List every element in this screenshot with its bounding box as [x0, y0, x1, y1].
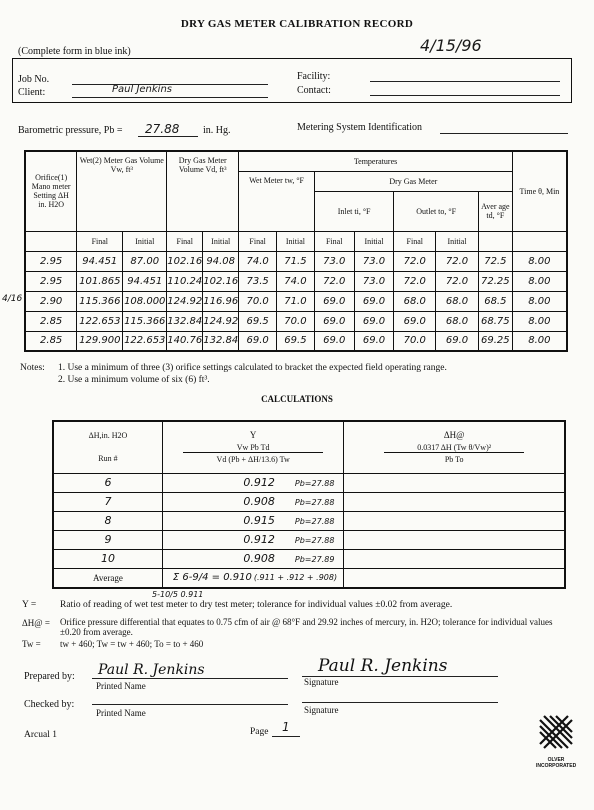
header-time: Time θ, Min: [512, 151, 567, 231]
cell-wet-final: 122.653: [77, 311, 123, 331]
form-title: DRY GAS METER CALIBRATION RECORD: [180, 18, 414, 30]
page-value: 1: [282, 720, 290, 734]
average-note: (.911 + .912 + .908): [253, 573, 338, 583]
cell-outlet-final: 69.0: [394, 311, 436, 331]
metering-label: Metering System Identification: [297, 122, 422, 133]
header-wet-meter: Wet Meter tw, °F: [239, 171, 315, 231]
cell-average-temp: 69.25: [478, 331, 512, 351]
dh-value: [344, 492, 565, 511]
cell-dry-initial: 94.08: [203, 251, 239, 271]
cell-inlet-final: 73.0: [314, 251, 354, 271]
barometric-value: 27.88: [145, 122, 180, 136]
note-1: 1. Use a minimum of three (3) orifice settings calculated to bracket the expected field operating range.: [58, 363, 447, 373]
sub-final: Final: [77, 231, 123, 251]
page-label: Page: [250, 727, 269, 737]
average-value: Σ 6-9/4 = 0.910: [172, 572, 252, 584]
data-row: [25, 271, 567, 291]
calc-below-note: 5-10/5 0.911: [152, 590, 204, 599]
cell-time: 8.00: [512, 311, 567, 331]
cell-orifice: 2.90: [25, 291, 77, 311]
header-orifice: Orifice(1) Mano meter Setting ΔH in. H2O: [25, 151, 77, 231]
cell-inlet-initial: 73.0: [354, 251, 394, 271]
header-wet-volume: Wet(2) Meter Gas Volume Vw, ft³: [77, 151, 167, 231]
y-value: 0.912: [243, 476, 275, 489]
cell-wet-initial: 94.451: [123, 271, 167, 291]
cell-wet-final: 94.451: [77, 251, 123, 271]
data-row: [25, 251, 567, 271]
run-number: 9: [53, 530, 162, 549]
def-dh-text: Orifice pressure differential that equates to 0.75 cfm of air @ 68°F and 29.92 inches of mercury, in. H2O; tolerance for individual values ±0.20 from average.: [60, 617, 553, 637]
dh-value: [344, 530, 565, 549]
cell-dry-final: 102.16: [167, 251, 203, 271]
y-value: 0.908: [243, 552, 275, 565]
note-2: 2. Use a minimum volume of six (6) ft³.: [58, 375, 210, 385]
cell-inlet-initial: 73.0: [354, 271, 394, 291]
cell-wet-final: 129.900: [77, 331, 123, 351]
cell-average-temp: 72.25: [478, 271, 512, 291]
cell-inlet-initial: 69.0: [354, 331, 394, 351]
logo-text: OLVER INCORPORATED: [536, 757, 577, 769]
cell-dry-initial: 116.96: [203, 291, 239, 311]
margin-note: 4/16: [2, 294, 23, 304]
cell-wetm-initial: 71.0: [277, 291, 315, 311]
run-number: 8: [53, 511, 162, 530]
cell-outlet-initial: 72.0: [436, 271, 479, 291]
olver-logo: [536, 712, 576, 772]
client-label: Client:: [18, 87, 46, 98]
notes-label: Notes:: [20, 363, 45, 373]
y-value: 0.912: [243, 533, 275, 546]
cell-wet-final: 115.366: [77, 291, 123, 311]
cell-time: 8.00: [512, 271, 567, 291]
cell-inlet-initial: 69.0: [354, 291, 394, 311]
facility-label: Facility:: [297, 71, 331, 82]
sub-final: Final: [167, 231, 203, 251]
pb-note: Pb=27.88: [294, 498, 335, 507]
cell-orifice: 2.95: [25, 271, 77, 291]
calc-y-head: Y Vw Pb Td Vd (Pb + ΔH/13.6) Tw: [162, 421, 343, 473]
cell-wetm-initial: 70.0: [277, 311, 315, 331]
pb-note: Pb=27.88: [294, 536, 335, 545]
cell-wet-initial: 87.00: [123, 251, 167, 271]
cell-average-temp: 72.5: [478, 251, 512, 271]
cell-dry-final: 132.84: [167, 311, 203, 331]
def-y-text: Ratio of reading of wet test meter to dry test meter; tolerance for individual values ±0.02 from average.: [60, 600, 453, 610]
y-value: 0.908: [243, 495, 275, 508]
calc-dh-head: ΔH@ 0.0317 ΔH (Tw θ/Vw)² Pb To: [344, 421, 565, 473]
def-dh-label: ΔH@ =: [22, 618, 50, 628]
cell-average-temp: 68.5: [478, 291, 512, 311]
header-outlet: Outlet to, °F: [394, 191, 478, 231]
footer-left: Arcual 1: [24, 730, 57, 740]
pb-note: Pb=27.88: [294, 517, 335, 526]
sub-initial: Initial: [436, 231, 479, 251]
cell-time: 8.00: [512, 251, 567, 271]
average-row: [53, 568, 565, 588]
cell-outlet-initial: 68.0: [436, 311, 479, 331]
run-number: 10: [53, 549, 162, 568]
cell-wetm-final: 69.5: [239, 311, 277, 331]
calculations-table: [52, 420, 566, 589]
header-temperatures: Temperatures: [239, 151, 513, 171]
cell-wetm-final: 73.5: [239, 271, 277, 291]
signature-caption: Signature: [304, 677, 339, 687]
cell-orifice: 2.85: [25, 311, 77, 331]
cell-wetm-final: 70.0: [239, 291, 277, 311]
calc-row: [53, 530, 565, 549]
cell-outlet-final: 72.0: [394, 251, 436, 271]
cell-wetm-final: 74.0: [239, 251, 277, 271]
header-dry-gas-meter: Dry Gas Meter: [314, 171, 512, 191]
cell-wetm-initial: 71.5: [277, 251, 315, 271]
cell-orifice: 2.95: [25, 251, 77, 271]
cell-outlet-initial: 69.0: [436, 331, 479, 351]
sub-final: Final: [314, 231, 354, 251]
cell-outlet-final: 68.0: [394, 291, 436, 311]
cell-outlet-final: 72.0: [394, 271, 436, 291]
cell-average-temp: 68.75: [478, 311, 512, 331]
header-average: Aver age td, °F: [478, 191, 512, 231]
cell-wet-final: 101.865: [77, 271, 123, 291]
cell-wetm-initial: 69.5: [277, 331, 315, 351]
pb-note: Pb=27.88: [294, 479, 335, 488]
header-dry-volume: Dry Gas Meter Volume Vd, ft³: [167, 151, 239, 231]
prepared-name: Paul R. Jenkins: [98, 662, 205, 678]
client-value: Paul Jenkins: [112, 84, 173, 95]
printed-name-caption: Printed Name: [96, 708, 146, 718]
cell-wet-initial: 115.366: [123, 311, 167, 331]
calc-row: [53, 511, 565, 530]
cell-inlet-final: 69.0: [314, 331, 354, 351]
def-y-label: Y =: [22, 600, 37, 610]
pb-note: Pb=27.89: [294, 555, 335, 564]
barometric-unit: in. Hg.: [203, 125, 231, 136]
cell-inlet-final: 69.0: [314, 291, 354, 311]
checked-label: Checked by:: [24, 699, 75, 710]
cell-dry-final: 140.76: [167, 331, 203, 351]
calc-col1-head: ΔH,in. H2O Run #: [53, 421, 162, 473]
cell-dry-initial: 132.84: [203, 331, 239, 351]
data-row: [25, 331, 567, 351]
sub-initial: Initial: [203, 231, 239, 251]
sub-final: Final: [394, 231, 436, 251]
cell-wetm-initial: 74.0: [277, 271, 315, 291]
barometric-label: Barometric pressure, Pb =: [18, 125, 123, 136]
cell-outlet-initial: 72.0: [436, 251, 479, 271]
sub-initial: Initial: [354, 231, 394, 251]
header-inlet: Inlet ti, °F: [314, 191, 394, 231]
run-number: 6: [53, 473, 162, 492]
cell-time: 8.00: [512, 331, 567, 351]
dh-value: [344, 473, 565, 492]
cell-inlet-initial: 69.0: [354, 311, 394, 331]
y-value: 0.915: [243, 514, 275, 527]
calc-row: [53, 473, 565, 492]
calculations-heading: CALCULATIONS: [261, 394, 333, 404]
job-no-label: Job No.: [18, 74, 50, 85]
sub-initial: Initial: [123, 231, 167, 251]
run-number: 7: [53, 492, 162, 511]
cell-inlet-final: 69.0: [314, 311, 354, 331]
prepared-label: Prepared by:: [24, 671, 75, 682]
signature-caption: Signature: [304, 705, 339, 715]
calc-row: [53, 492, 565, 511]
date-value: 4/15/96: [420, 36, 482, 55]
data-row: [25, 311, 567, 331]
cell-dry-initial: 124.92: [203, 311, 239, 331]
cell-inlet-final: 72.0: [314, 271, 354, 291]
contact-label: Contact:: [297, 85, 331, 96]
cell-outlet-initial: 68.0: [436, 291, 479, 311]
average-label: Average: [53, 568, 162, 588]
calibration-table: [24, 150, 568, 352]
sub-initial: Initial: [277, 231, 315, 251]
cell-wet-initial: 122.653: [123, 331, 167, 351]
data-row: [25, 291, 567, 311]
def-tw-label: Tw =: [22, 639, 41, 649]
cell-time: 8.00: [512, 291, 567, 311]
subheader-row: [25, 231, 567, 251]
printed-name-caption: Printed Name: [96, 681, 146, 691]
def-tw-text: tw + 460; Tw = tw + 460; To = to + 460: [60, 639, 204, 649]
olver-logo-icon: [536, 712, 576, 752]
cell-dry-initial: 102.16: [203, 271, 239, 291]
signature-value: Paul R. Jenkins: [318, 656, 448, 676]
calc-row: [53, 549, 565, 568]
cell-wetm-final: 69.0: [239, 331, 277, 351]
cell-dry-final: 124.92: [167, 291, 203, 311]
instruction-text: (Complete form in blue ink): [18, 46, 131, 57]
sub-final: Final: [239, 231, 277, 251]
cell-wet-initial: 108.000: [123, 291, 167, 311]
dh-value: [344, 549, 565, 568]
dh-value: [344, 511, 565, 530]
cell-dry-final: 110.24: [167, 271, 203, 291]
cell-orifice: 2.85: [25, 331, 77, 351]
cell-outlet-final: 70.0: [394, 331, 436, 351]
